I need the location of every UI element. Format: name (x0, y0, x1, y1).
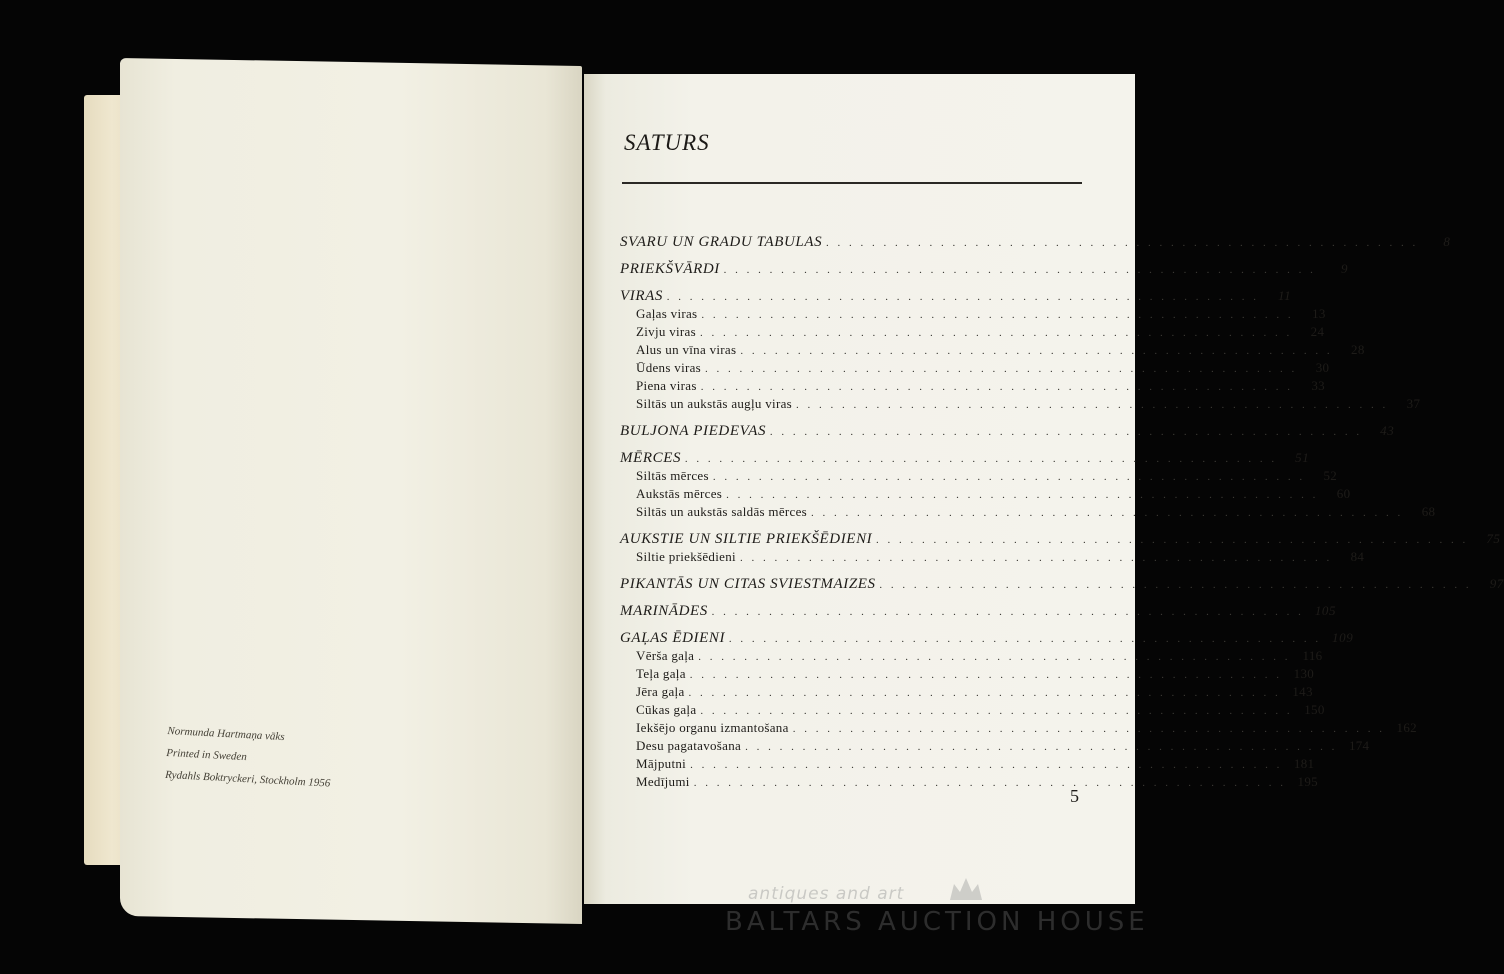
toc-section-page: 51 (1295, 450, 1310, 465)
toc-subsection-page: 143 (1292, 684, 1313, 699)
toc-section-label: PRIEKŠVĀRDI (620, 261, 720, 277)
leader-dots: . . . . . . . . . . . . . . . . . . . . . . . . . . . . . . . . . . . . . . . . . . . . . . . . . . . . (745, 741, 1338, 753)
toc-subsection (620, 549, 1365, 567)
toc-subsection-label: Alus un vīna viras (636, 342, 737, 357)
toc-subsection-page: 84 (1350, 549, 1365, 564)
leader-dots: . . . . . . . . . . . . . . . . . . . . . . . . . . . . . . . . . . . . . . . . . . . . . . . . . . . . (712, 471, 1306, 483)
toc-section (620, 288, 1292, 306)
toc-subsection (620, 684, 1313, 702)
toc-subsection-page: 33 (1311, 378, 1325, 393)
toc-subsection (620, 774, 1318, 792)
toc-subsection-label: Jēra gaļa (636, 684, 685, 699)
toc-subsection (620, 378, 1325, 396)
toc-section-label: AUKSTIE UN SILTIE PRIEKŠĒDIENI (620, 531, 873, 547)
leader-dots: . . . . . . . . . . . . . . . . . . . . . . . . . . . . . . . . . . . . . . . . . . . . . . . . . . . . (700, 327, 1293, 339)
toc-subsection-label: Aukstās mērces (636, 486, 723, 501)
toc-subsection (620, 756, 1315, 774)
toc-subsection (620, 666, 1315, 684)
toc-section-label: MARINĀDES (620, 603, 708, 619)
toc-subsection-page: 174 (1348, 738, 1370, 753)
leader-dots: . . . . . . . . . . . . . . . . . . . . . . . . . . . . . . . . . . . . . . . . . . . . . . . . . . . . (711, 606, 1305, 618)
toc-section-page: 97 (1489, 576, 1504, 591)
imprint (165, 720, 334, 795)
leader-dots: . . . . . . . . . . . . . . . . . . . . . . . . . . . . . . . . . . . . . . . . . . . . . . . . . . . . (876, 534, 1469, 546)
leader-dots: . . . . . . . . . . . . . . . . . . . . . . . . . . . . . . . . . . . . . . . . . . . . . . . . . . . . (729, 633, 1322, 645)
toc-section-label: VIRAS (620, 288, 663, 304)
toc-section-label: GAĻAS ĒDIENI (620, 630, 726, 646)
table-of-contents (620, 234, 1504, 792)
toc-section-page: 105 (1314, 603, 1337, 618)
crown-icon (948, 876, 984, 902)
toc-subsection-label: Medījumi (636, 774, 690, 789)
page-number: 5 (1070, 786, 1079, 806)
leader-dots: . . . . . . . . . . . . . . . . . . . . . . . . . . . . . . . . . . . . . . . . . . . . . . . . . . . . (723, 264, 1317, 276)
right-page (584, 74, 1504, 904)
toc-subsection-label: Vērša gaļa (636, 648, 695, 663)
toc-subsection (620, 324, 1325, 342)
toc-section-page: 43 (1380, 423, 1395, 438)
toc-subsection-label: Zivju viras (636, 324, 696, 339)
toc-section (620, 234, 1451, 252)
toc-section (620, 450, 1310, 468)
leader-dots: . . . . . . . . . . . . . . . . . . . . . . . . . . . . . . . . . . . . . . . . . . . . . . . . . . . . (689, 669, 1283, 681)
toc-subsection-label: Siltie priekšēdieni (636, 549, 736, 564)
toc-section-page: 8 (1443, 234, 1451, 249)
watermark-tagline: antiques and art (748, 884, 905, 904)
toc-subsection-page: 181 (1293, 756, 1315, 771)
leader-dots: . . . . . . . . . . . . . . . . . . . . . . . . . . . . . . . . . . . . . . . . . . . . . . . . . . . . (693, 777, 1286, 789)
toc-subsection-page: 37 (1406, 396, 1421, 411)
leader-dots: . . . . . . . . . . . . . . . . . . . . . . . . . . . . . . . . . . . . . . . . . . . . . . . . . . . . (666, 291, 1260, 303)
toc-subsection (620, 648, 1323, 666)
leader-dots: . . . . . . . . . . . . . . . . . . . . . . . . . . . . . . . . . . . . . . . . . . . . . . . . . . . . (879, 579, 1472, 591)
toc-subsection (620, 360, 1330, 378)
toc-subsection-label: Siltās un aukstās augļu viras (636, 396, 793, 411)
toc-subsection (620, 702, 1325, 720)
toc-subsection (620, 486, 1351, 504)
toc-section-label: SVARU UN GRADU TABULAS (620, 234, 823, 250)
toc-subsection-label: Teļa gaļa (636, 666, 686, 681)
leader-dots: . . . . . . . . . . . . . . . . . . . . . . . . . . . . . . . . . . . . . . . . . . . . . . . . . . . . (700, 381, 1293, 393)
toc-section (620, 576, 1504, 594)
toc-subsection-page: 28 (1351, 342, 1365, 357)
toc-subsection-label: Piena viras (636, 378, 697, 393)
toc-section-label: BULJONA PIEDEVAS (620, 423, 767, 439)
toc-subsection (620, 504, 1436, 522)
toc-subsection (620, 306, 1326, 324)
watermark-name: BALTARS AUCTION HOUSE (725, 907, 1149, 937)
imprint-printer: Rydahls Boktryckeri, Stockholm 1956 (164, 768, 331, 790)
toc-subsection-page: 130 (1293, 666, 1315, 681)
toc-section-page: 75 (1486, 531, 1501, 546)
title-rule (622, 182, 1082, 184)
leader-dots: . . . . . . . . . . . . . . . . . . . . . . . . . . . . . . . . . . . . . . . . . . . . . . . . . . . . (740, 345, 1333, 357)
toc-section-page: 9 (1341, 261, 1349, 276)
toc-subsection-label: Gaļas viras (636, 306, 698, 321)
toc-subsection (620, 396, 1421, 414)
toc-subsection (620, 720, 1417, 738)
imprint-printed-in: Printed in Sweden (165, 746, 248, 764)
toc-section-page: 109 (1332, 630, 1354, 645)
toc-section (620, 603, 1337, 621)
leader-dots: . . . . . . . . . . . . . . . . . . . . . . . . . . . . . . . . . . . . . . . . . . . . . . . . . . . . (690, 759, 1283, 771)
leader-dots: . . . . . . . . . . . . . . . . . . . . . . . . . . . . . . . . . . . . . . . . . . . . . . . . . . . . (792, 723, 1385, 735)
leader-dots: . . . . . . . . . . . . . . . . . . . . . . . . . . . . . . . . . . . . . . . . . . . . . . . . . . . . (770, 426, 1363, 438)
toc-subsection-page: 60 (1336, 486, 1351, 501)
toc-section-page: 11 (1277, 288, 1292, 303)
toc-subsection-label: Desu pagatavošana (636, 738, 742, 753)
toc-section (620, 531, 1501, 549)
toc-subsection (620, 342, 1365, 360)
toc-subsection-label: Mājputni (636, 756, 687, 771)
toc-subsection-page: 24 (1310, 324, 1325, 339)
leader-dots: . . . . . . . . . . . . . . . . . . . . . . . . . . . . . . . . . . . . . . . . . . . . . . . . . . . . (726, 489, 1319, 501)
toc-subsection-label: Siltās un aukstās saldās mērces (636, 504, 808, 519)
leader-dots: . . . . . . . . . . . . . . . . . . . . . . . . . . . . . . . . . . . . . . . . . . . . . . . . . . . . (685, 453, 1278, 465)
leader-dots: . . . . . . . . . . . . . . . . . . . . . . . . . . . . . . . . . . . . . . . . . . . . . . . . . . . . (688, 687, 1281, 699)
toc-subsection-label: Siltās mērces (636, 468, 709, 483)
toc-subsection-page: 30 (1315, 360, 1330, 375)
leader-dots: . . . . . . . . . . . . . . . . . . . . . . . . . . . . . . . . . . . . . . . . . . . . . . . . . . . . (705, 363, 1298, 375)
toc-section (620, 630, 1354, 648)
toc-subsection-page: 150 (1304, 702, 1325, 717)
toc-subsection-page: 162 (1396, 720, 1417, 735)
leader-dots: . . . . . . . . . . . . . . . . . . . . . . . . . . . . . . . . . . . . . . . . . . . . . . . . . . . . (811, 507, 1404, 519)
toc-subsection-label: Cūkas gaļa (636, 702, 697, 717)
toc-section (620, 423, 1395, 441)
toc-subsection-page: 116 (1302, 648, 1323, 663)
toc-subsection-label: Iekšējo organu izmantošana (636, 720, 789, 735)
leader-dots: . . . . . . . . . . . . . . . . . . . . . . . . . . . . . . . . . . . . . . . . . . . . . . . . . . . . (698, 651, 1291, 663)
toc-subsection-label: Ūdens viras (636, 360, 702, 375)
toc-subsection (620, 468, 1338, 486)
toc-section-label: PIKANTĀS UN CITAS SVIESTMAIZES (620, 576, 876, 592)
leader-dots: . . . . . . . . . . . . . . . . . . . . . . . . . . . . . . . . . . . . . . . . . . . . . . . . . . . . (700, 705, 1293, 717)
toc-section-label: MĒRCES (620, 450, 682, 466)
toc-subsection-page: 52 (1323, 468, 1338, 483)
leader-dots: . . . . . . . . . . . . . . . . . . . . . . . . . . . . . . . . . . . . . . . . . . . . . . . . . . . . (739, 552, 1333, 564)
imprint-cover-credit: Normunda Hartmaņa vāks (167, 724, 285, 744)
toc-title: SATURS (624, 130, 710, 155)
toc-section (620, 261, 1349, 279)
leader-dots: . . . . . . . . . . . . . . . . . . . . . . . . . . . . . . . . . . . . . . . . . . . . . . . . . . . . (826, 237, 1419, 249)
left-page (120, 58, 582, 924)
toc-subsection-page: 13 (1312, 306, 1326, 321)
leader-dots: . . . . . . . . . . . . . . . . . . . . . . . . . . . . . . . . . . . . . . . . . . . . . . . . . . . . (701, 309, 1294, 321)
toc-subsection-page: 68 (1421, 504, 1436, 519)
toc-subsection-page: 195 (1297, 774, 1318, 789)
toc-subsection (620, 738, 1370, 756)
leader-dots: . . . . . . . . . . . . . . . . . . . . . . . . . . . . . . . . . . . . . . . . . . . . . . . . . . . . (796, 399, 1389, 411)
